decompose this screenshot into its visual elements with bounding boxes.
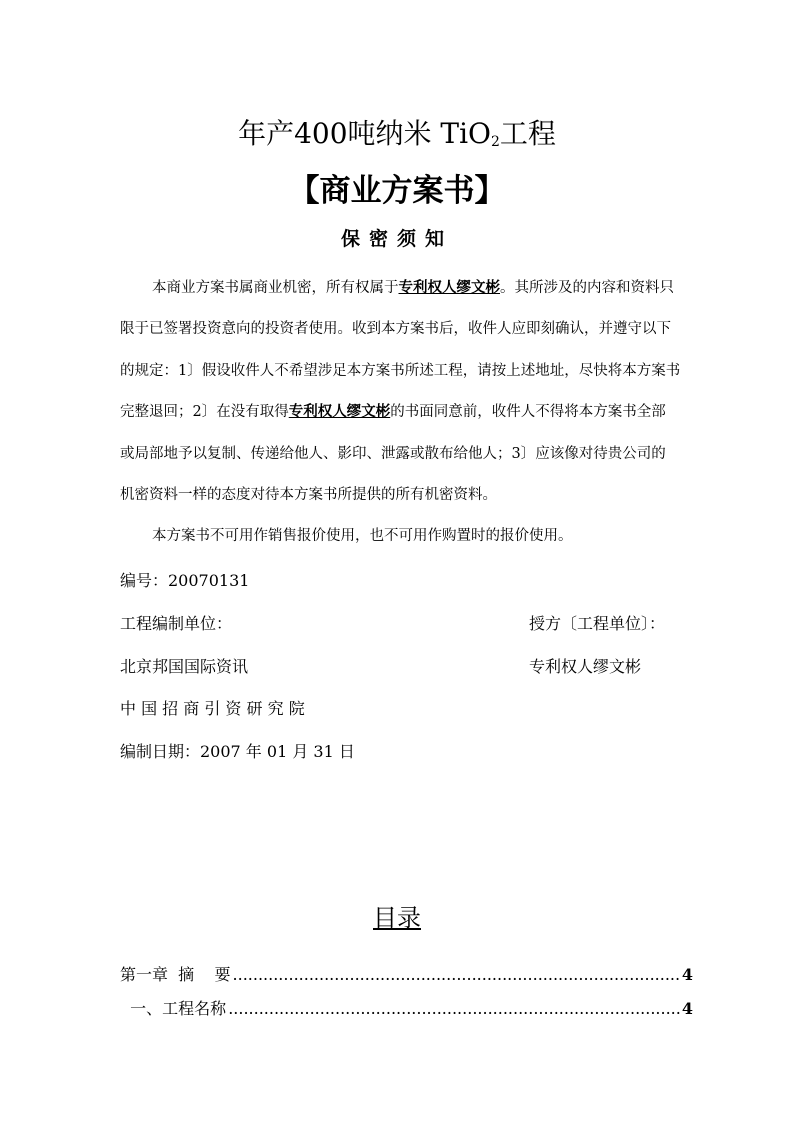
compile-date: 编制日期：2007 年 01 月 31 日 bbox=[120, 742, 355, 761]
toc-title: 目录 bbox=[373, 904, 421, 932]
paragraph1-line2: 限于已签署投资意向的投资者使用。收到本方案书后，收件人应即刻确认，并遵守以下 bbox=[120, 321, 671, 337]
paragraph1-line3: 的规定：1〕假设收件人不希望涉足本方案书所述工程，请按上述地址，尽快将本方案书 bbox=[120, 363, 681, 379]
document-subtitle: 【商业方案书】 bbox=[288, 173, 506, 209]
compiler-label: 工程编制单位： bbox=[120, 614, 233, 633]
toc-entry-label: 一、工程名称 bbox=[120, 999, 227, 1018]
paragraph1-line1: 本商业方案书属商业机密，所有权属于专利权人缪文彬。其所涉及的内容和资料只 bbox=[152, 279, 674, 296]
paragraph1-line5: 或局部地予以复制、传递给他人、影印、泄露或散布给他人；3〕应该像对待贵公司的 bbox=[120, 446, 666, 462]
document-number: 编号：20070131 bbox=[120, 571, 250, 590]
paragraph1-line4: 完整退回；2〕在没有取得专利权人缪文彬的书面同意前，收件人不得将本方案书全部 bbox=[120, 403, 666, 420]
toc-entry[interactable] bbox=[120, 996, 693, 1018]
toc-leader-dots bbox=[228, 999, 680, 1018]
toc-entry-page: 4 bbox=[681, 965, 693, 984]
document-title: 年产400吨纳米 TiO$_2$工程 bbox=[238, 117, 556, 150]
patent-owner-name: 专利权人缪文彬 bbox=[288, 403, 391, 420]
toc-entry-page: 4 bbox=[681, 999, 693, 1018]
compiler-name-1: 北京邦国国际资讯 bbox=[120, 657, 249, 676]
paragraph1-line6: 机密资料一样的态度对待本方案书所提供的所有机密资料。 bbox=[120, 487, 497, 503]
toc-entry-label: 第一章 摘 要 bbox=[120, 965, 231, 984]
patent-owner-name: 专利权人缪文彬 bbox=[398, 279, 500, 296]
paragraph2: 本方案书不可用作销售报价使用，也不可用作购置时的报价使用。 bbox=[152, 528, 573, 544]
toc-entry[interactable] bbox=[120, 962, 693, 984]
toc-leader-dots bbox=[233, 965, 680, 984]
grantor-label: 授方〔工程单位〕： bbox=[529, 614, 666, 633]
grantor-name: 专利权人缪文彬 bbox=[529, 657, 642, 676]
confidentiality-heading: 保密须知 bbox=[340, 228, 453, 250]
compiler-name-2: 中 国 招 商 引 资 研 究 院 bbox=[120, 699, 305, 718]
